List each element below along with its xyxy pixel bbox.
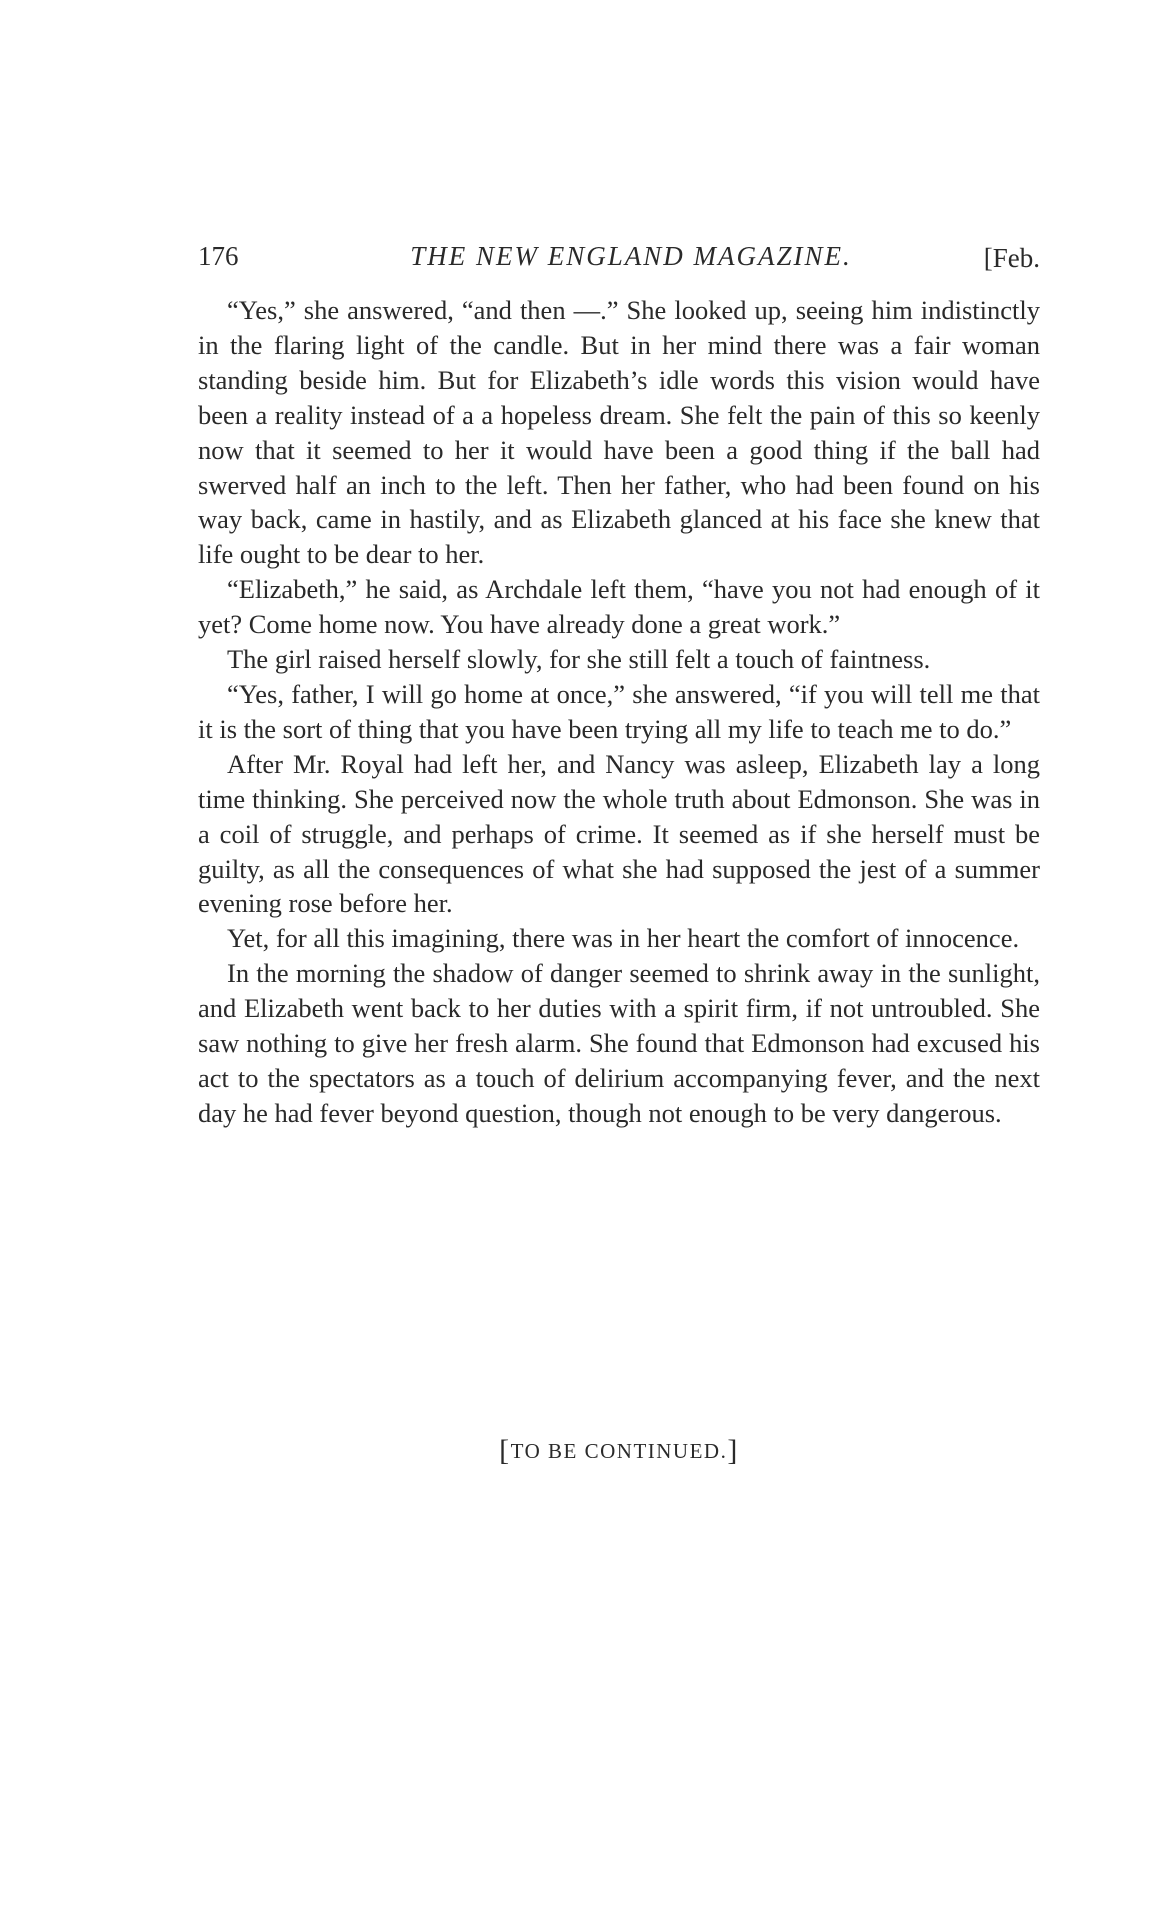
issue-month: [Feb. <box>983 243 1040 273</box>
paragraph-3: The girl raised herself slowly, for she still felt a touch of faintness. <box>227 644 931 675</box>
paragraph-4: “Yes, father, I will go home at once,” she answered, “if you will tell me that it is the sort of thing that you have been trying all my life to teach me to do.” <box>198 678 1040 744</box>
to-be-continued-note <box>198 1433 1040 1469</box>
continued-text: TO BE CONTINUED. <box>510 1439 728 1463</box>
open-bracket: [ <box>499 1434 511 1467</box>
paragraph-1: “Yes,” she answered, “and then —.” She looked up, seeing him indistinctly in the flaring light of the candle. But in her mind there was a fair woman standing beside him. But for Elizabeth’s idle words this vision would have been a reality instead of a a hopeless dream. She felt the pain of this so keenly now that it seemed to her it would have been a good thing if the ball had swerved half an inch to the left. Then her father, who had been found on his way back, came in hastily, and as Elizabeth glanced at his face she knew that life ought to be dear to her. <box>198 295 1040 570</box>
article-body <box>198 293 1040 1131</box>
paragraph-6: Yet, for all this imagining, there was in her heart the comfort of innocence. <box>227 923 1020 954</box>
paragraph-2: “Elizabeth,” he said, as Archdale left them, “have you not had enough of it yet? Come home now. You have already done a great work.” <box>198 574 1040 640</box>
paragraph-7: In the morning the shadow of danger seemed to shrink away in the sunlight, and Elizabeth went back to her duties with a spirit firm, if not untroubled. She saw nothing to give her fresh alarm. She found that Edmonson had excused his act to the spectators as a touch of delirium accompanying fever, and the next day he had fever beyond question, though not enough to be very dangerous. <box>198 958 1040 1128</box>
close-bracket: ] <box>727 1434 739 1467</box>
magazine-title: THE NEW ENGLAND MAGAZINE. <box>410 241 852 271</box>
running-head <box>198 236 1040 276</box>
page-number: 176 <box>198 241 239 271</box>
paragraph-5: After Mr. Royal had left her, and Nancy was asleep, Elizabeth lay a long time thinking. She perceived now the whole truth about Edmonson. She was in a coil of struggle, and perhaps of crime. It seemed as if she herself must be guilty, as all the consequences of what she had supposed the jest of a summer evening rose before her. <box>198 748 1040 919</box>
